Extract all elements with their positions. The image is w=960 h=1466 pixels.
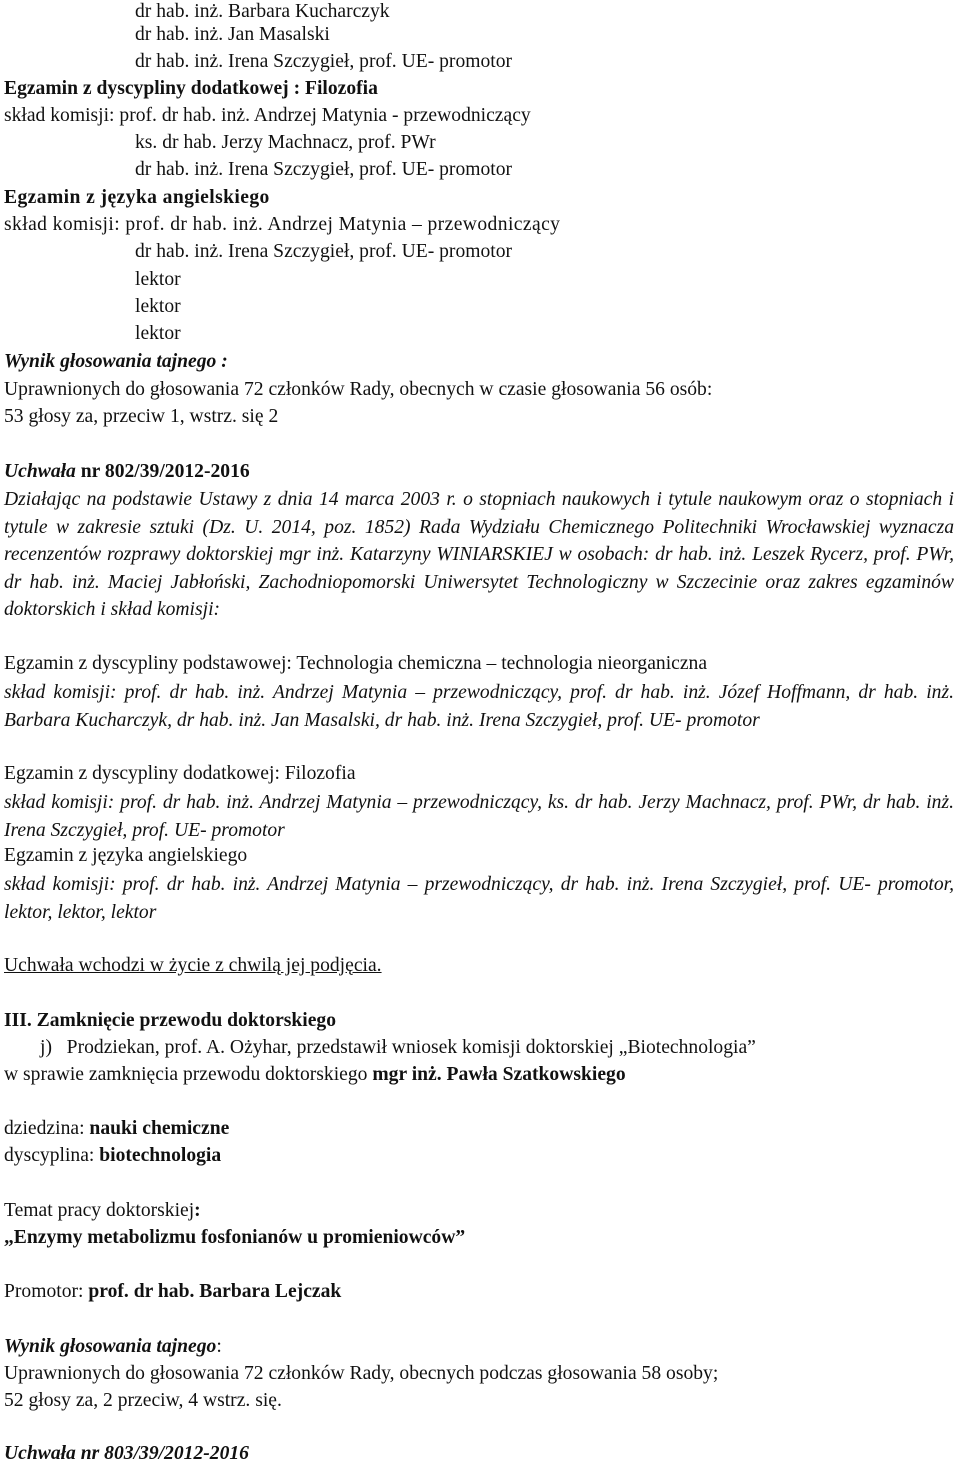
exam-english: Egzamin z języka angielskiego	[4, 845, 248, 866]
vote-result: 53 głosy za, przeciw 1, wstrz. się 2	[4, 406, 279, 427]
resolution-body: Działając na podstawie Ustawy z dnia 14 marca 2003 r. o stopniach naukowych i tytule naukowym oraz o stopniach i tytule w zakresie sztuki (Dz. U. 2014, poz. 1852) Rada Wydziału Chemicznego Politechniki Wrocławskiej wyznacza recenzentów rozprawy doktorskiej mgr inż. Katarzyny WINIARSKIEJ w osobach: dr hab. inż. Leszek Rycerz, prof. PWr, dr hab. inż. Maciej Jabłoński, Zachodniopomorski Uniwersytet Technologiczny w Szczecinie oraz zakres egzaminów doktorskich i skład komisji:	[4, 489, 954, 620]
candidate-name: mgr inż. Pawła Szatkowskiego	[372, 1064, 626, 1085]
vote-heading: Wynik głosowania tajnego :	[4, 351, 228, 372]
topic-label: Temat pracy doktorskiej	[4, 1200, 195, 1221]
exam-additional: Egzamin z dyscypliny dodatkowej: Filozofia	[4, 763, 356, 784]
committee-english: skład komisji: prof. dr hab. inż. Andrzej Matynia – przewodniczący, dr hab. inż. Irena Szczygieł, prof. UE- promotor, lektor, lektor, lektor	[4, 874, 954, 923]
vote-heading: Wynik głosowania tajnego	[4, 1336, 217, 1357]
vote-eligible: Uprawnionych do głosowania 72 członków Rady, obecnych podczas głosowania 58 osoby;	[4, 1363, 719, 1384]
committee-member: dr hab. inż. Irena Szczygieł, prof. UE- promotor	[135, 159, 513, 180]
closure-subject	[4, 1063, 626, 1087]
discipline-value: biotechnologia	[99, 1145, 222, 1166]
exam-heading: Egzamin z dyscypliny dodatkowej : Filozofia	[4, 78, 378, 99]
vote-eligible: Uprawnionych do głosowania 72 członków Rady, obecnych w czasie głosowania 56 osób:	[4, 379, 713, 400]
committee-line: skład komisji: prof. dr hab. inż. Andrzej Matynia - przewodniczący	[4, 105, 531, 126]
discipline-label: dyscyplina:	[4, 1145, 100, 1166]
committee-basic: skład komisji: prof. dr hab. inż. Andrzej Matynia – przewodniczący, prof. dr hab. inż. Józef Hoffmann, dr hab. inż. Barbara Kucharczyk, dr hab. inż. Jan Masalski, dr hab. inż. Irena Szczygieł, prof. UE- promotor	[4, 682, 954, 731]
field-label: dziedzina:	[4, 1118, 90, 1139]
section-heading: III. Zamknięcie przewodu doktorskiego	[4, 1010, 337, 1031]
list-item	[40, 1036, 756, 1060]
next-resolution-title	[4, 1442, 249, 1466]
committee-member: dr hab. inż. Barbara Kucharczyk	[135, 1, 390, 22]
vote-colon: :	[216, 1336, 222, 1357]
exam-basic: Egzamin z dyscypliny podstawowej: Technologia chemiczna – technologia nieorganiczna	[4, 653, 708, 674]
committee-member: lektor	[135, 269, 181, 290]
committee-member: lektor	[135, 323, 181, 344]
resolution-number: nr 802/39/2012-2016	[80, 461, 250, 482]
committee-member: dr hab. inż. Irena Szczygieł, prof. UE- promotor	[135, 51, 513, 72]
promoter-line	[4, 1280, 341, 1304]
resolution-effective: Uchwała wchodzi w życie z chwilą jej podjęcia.	[4, 955, 382, 976]
discipline-line	[4, 1144, 221, 1168]
promoter-label: Promotor:	[4, 1281, 89, 1302]
list-marker: j)	[40, 1037, 52, 1058]
resolution-title	[4, 460, 250, 484]
committee-member: dr hab. inż. Jan Masalski	[135, 24, 330, 45]
committee-member: dr hab. inż. Irena Szczygieł, prof. UE- promotor	[135, 241, 513, 262]
topic-colon: :	[194, 1200, 201, 1221]
list-item-text: Prodziekan, prof. A. Ożyhar, przedstawił wniosek komisji doktorskiej „Biotechnologia”	[66, 1037, 756, 1058]
promoter-name: prof. dr hab. Barbara Lejczak	[88, 1281, 342, 1302]
committee-member: lektor	[135, 296, 181, 317]
committee-line: skład komisji: prof. dr hab. inż. Andrzej Matynia – przewodniczący	[4, 214, 561, 235]
topic-label-line	[4, 1199, 201, 1223]
field-value: nauki chemiczne	[89, 1118, 230, 1139]
vote-result: 52 głosy za, 2 przeciw, 4 wstrz. się.	[4, 1390, 282, 1411]
field-line	[4, 1117, 229, 1141]
committee-additional: skład komisji: prof. dr hab. inż. Andrzej Matynia – przewodniczący, ks. dr hab. Jerzy Machnacz, prof. PWr, dr hab. inż. Irena Szczygieł, prof. UE- promotor	[4, 792, 954, 841]
resolution-word: Uchwała	[4, 461, 76, 482]
exam-heading: Egzamin z języka angielskiego	[4, 187, 270, 208]
closure-subject-text: w sprawie zamknięcia przewodu doktorskiego	[4, 1064, 373, 1085]
resolution-number: nr 803/39/2012-2016	[80, 1443, 249, 1464]
resolution-word: Uchwała	[4, 1443, 76, 1464]
thesis-title: „Enzymy metabolizmu fosfonianów u promieniowców”	[4, 1227, 466, 1248]
committee-member: ks. dr hab. Jerzy Machnacz, prof. PWr	[135, 132, 436, 153]
vote-heading-line	[4, 1335, 222, 1359]
